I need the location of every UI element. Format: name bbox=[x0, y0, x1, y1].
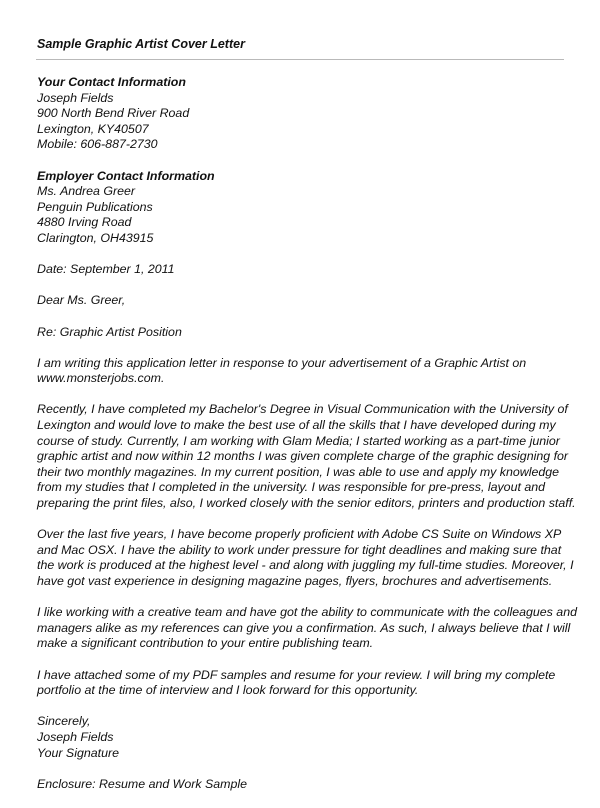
sender-heading: Your Contact Information bbox=[37, 75, 186, 89]
employer-street: 4880 Irving Road bbox=[37, 215, 132, 230]
sender-contact-block bbox=[37, 75, 567, 153]
enclosure-line: Enclosure: Resume and Work Sample bbox=[37, 776, 248, 791]
employer-contact-block bbox=[37, 169, 567, 247]
paragraph-line: Lexington and would love to make the best use of all the skills that I have developed during my bbox=[37, 418, 556, 433]
closing-phrase: Sincerely, bbox=[37, 714, 91, 729]
sender-city: Lexington, KY40507 bbox=[37, 121, 149, 136]
paragraph-line: www.monsterjobs.com. bbox=[37, 371, 165, 386]
closing-block bbox=[37, 714, 567, 761]
paragraph-line: graphic artist and now within 12 months I was given complete charge of the graphic designing for bbox=[37, 449, 569, 464]
paragraph-line: managers alike as my references can give you a confirmation. As such, I always believe that I will bbox=[37, 620, 571, 635]
closing-name: Joseph Fields bbox=[37, 729, 114, 744]
paragraph-line: and Mac OSX. I have the ability to work under pressure for tight deadlines and making sure that bbox=[37, 542, 562, 557]
paragraph-line: have got vast experience in designing magazine pages, flyers, brochures and advertisements. bbox=[37, 574, 553, 588]
paragraph-line: preparing the print files, also, I worked closely with the senior editors, printers and production staff. bbox=[37, 496, 576, 511]
letter-body bbox=[37, 75, 577, 808]
document-title: Sample Graphic Artist Cover Letter bbox=[37, 37, 245, 51]
paragraph-attachments bbox=[37, 668, 567, 699]
paragraph-education bbox=[37, 402, 576, 511]
sender-street: 900 North Bend River Road bbox=[37, 106, 190, 121]
employer-company: Penguin Publications bbox=[37, 199, 153, 214]
letter-date: Date: September 1, 2011 bbox=[37, 262, 175, 277]
employer-heading: Employer Contact Information bbox=[37, 168, 215, 183]
sender-name: Joseph Fields bbox=[37, 90, 114, 105]
paragraph-experience bbox=[37, 527, 574, 589]
paragraph-line: I like working with a creative team and have got the ability to communicate with the colleagues and bbox=[37, 605, 577, 620]
employer-city: Clarington, OH43915 bbox=[37, 230, 154, 245]
paragraph-line: I am writing this application letter in response to your advertisement of a Graphic Artist on bbox=[37, 355, 527, 370]
paragraph-line: portfolio at the time of interview and I look forward for this opportunity. bbox=[37, 683, 419, 698]
title-divider bbox=[36, 59, 564, 60]
paragraph-line: the work is produced at the highest level - and along with juggling my full-time studies. Moreover, I bbox=[37, 558, 574, 573]
subject-line: Re: Graphic Artist Position bbox=[37, 324, 182, 339]
paragraph-line: Over the last five years, I have become properly proficient with Adobe CS Suite on Windows XP bbox=[37, 527, 562, 542]
salutation: Dear Ms. Greer, bbox=[37, 293, 126, 308]
paragraph-line: make a significant contribution to your entire publishing team. bbox=[37, 636, 374, 651]
sender-phone: Mobile: 606-887-2730 bbox=[37, 137, 158, 152]
paragraph-intro bbox=[37, 356, 567, 387]
paragraph-line: from my studies that I completed in the university. I was responsible for pre-press, layout and bbox=[37, 480, 546, 495]
paragraph-teamwork bbox=[37, 605, 577, 652]
paragraph-line: their two monthly magazines. In my current position, I was able to use and apply my knowledge bbox=[37, 464, 560, 479]
employer-name: Ms. Andrea Greer bbox=[37, 184, 136, 199]
paragraph-line: course of study. Currently, I am working with Glam Media; I started working as a part-time junior bbox=[37, 433, 560, 448]
paragraph-line: Recently, I have completed my Bachelor's Degree in Visual Communication with the University of bbox=[37, 402, 568, 417]
paragraph-line: I have attached some of my PDF samples and resume for your review. I will bring my complete bbox=[37, 667, 556, 682]
signature-placeholder: Your Signature bbox=[37, 745, 119, 760]
